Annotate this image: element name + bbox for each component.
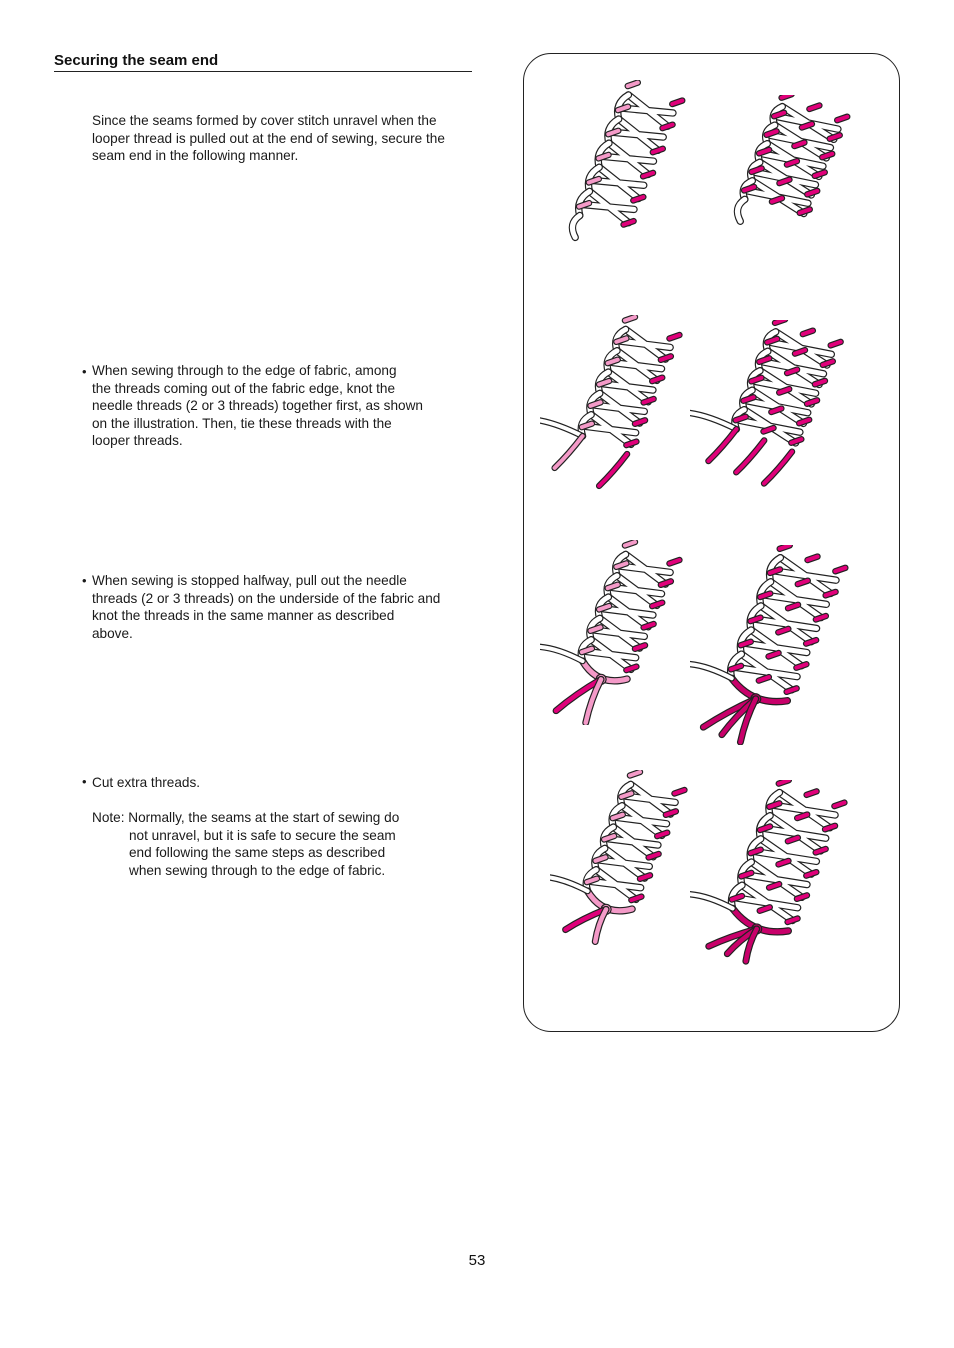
intro-line: Since the seams formed by cover stitch unravel when the (92, 113, 437, 128)
stitch-illustration-3thread-cut (690, 780, 865, 975)
step-stopped-halfway (92, 572, 482, 642)
step-line: threads (2 or 3 threads) on the underside of the fabric and (92, 590, 441, 606)
note-paragraph (92, 809, 482, 879)
step-line: above. (92, 625, 133, 641)
bullet-marker: • (82, 774, 87, 789)
stitch-group (540, 315, 679, 493)
step-line: the threads coming out of the fabric edge, knot the (92, 380, 396, 396)
bullet-marker: • (82, 364, 87, 379)
step-line: When sewing through to the edge of fabric, among (92, 363, 397, 378)
looper-tail-outline (690, 655, 732, 688)
intro-line: seam end in the following manner. (92, 148, 299, 164)
stitch-group (540, 540, 679, 725)
step-line: knot the threads in the same manner as described (92, 608, 395, 624)
stitch-group (550, 770, 684, 951)
looper-thread (604, 143, 654, 174)
stitch-group (690, 545, 845, 745)
step-cut-threads (92, 774, 482, 792)
stitch-illustration-3thread-initial (700, 95, 870, 265)
step-line: on the illustration. Then, tie these threads with the (92, 415, 392, 431)
looper-tail-outline (540, 638, 583, 671)
stitch-illustration-3thread-knotted (690, 545, 865, 745)
stitch-group (690, 780, 844, 973)
step-line: When sewing is stopped halfway, pull out the needle (92, 573, 407, 588)
step-edge-of-fabric (92, 362, 482, 450)
intro-paragraph (92, 112, 482, 165)
stitch-group (567, 80, 682, 255)
looper-tail-outline (690, 885, 733, 918)
step-line: looper threads. (92, 433, 183, 449)
step-line: needle threads (2 or 3 threads) together first, as shown (92, 398, 423, 414)
looper-tail (550, 868, 588, 901)
section-title: Securing the seam end (54, 52, 472, 72)
looper-thread (613, 119, 663, 150)
looper-thread (594, 167, 644, 198)
note-line: Note: Normally, the seams at the start of sewing do (92, 810, 400, 825)
intro-line: looper thread is pulled out at the end of sewing, secure the (92, 130, 445, 146)
bullet-marker: • (82, 573, 87, 588)
stitch-illustration-3thread-edge (690, 320, 865, 495)
page-number: 53 (468, 1252, 486, 1269)
note-line: not unravel, but it is safe to secure the seam (129, 827, 396, 843)
stitch-group (732, 95, 847, 244)
stitch-illustration-2thread-edge (540, 315, 700, 500)
step-line: Cut extra threads. (92, 775, 201, 790)
looper-thread (584, 191, 634, 222)
stitch-illustration-2thread-knotted (540, 540, 700, 725)
looper-thread (623, 95, 673, 126)
note-line: when sewing through to the edge of fabric. (129, 862, 386, 878)
stitch-illustration-2thread-cut (550, 770, 700, 955)
stitch-illustration-2thread-initial (540, 80, 700, 280)
note-line: end following the same steps as described (129, 845, 386, 861)
stitch-group (690, 320, 841, 490)
